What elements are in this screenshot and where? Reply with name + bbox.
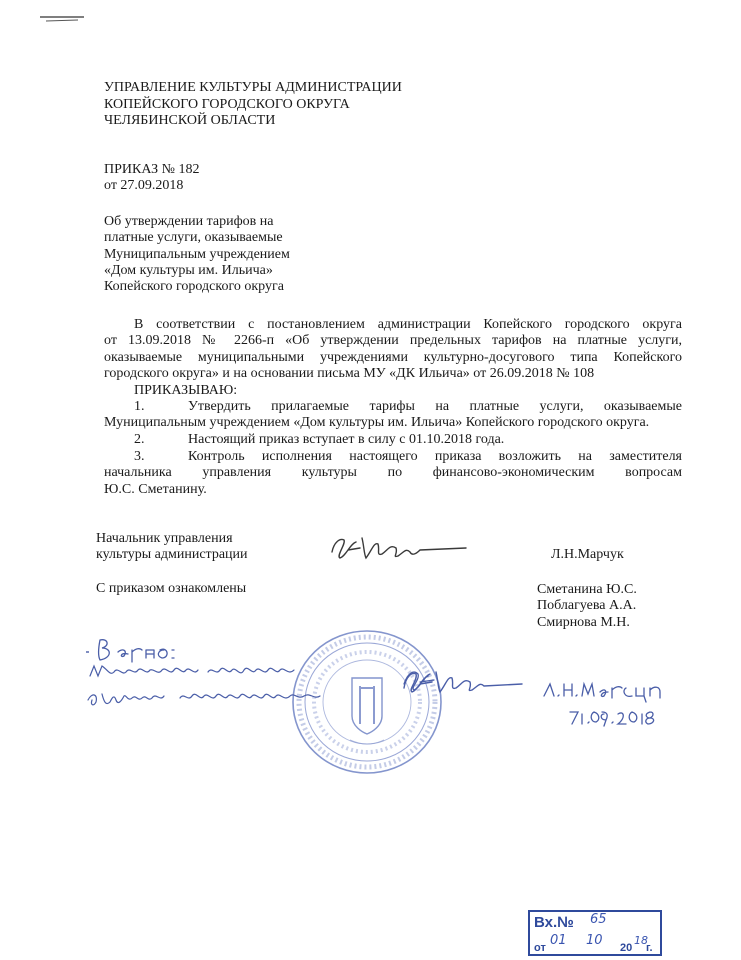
incoming-number: 65 [590, 912, 607, 927]
order-item-2 [104, 432, 682, 449]
preamble-line: городского округа» и на основании письма МУ «ДК Ильича» от 26.09.2018 № 108 [104, 365, 595, 381]
order-subject [104, 214, 290, 295]
subject-line: Об утверждении тарифов на [104, 214, 274, 229]
acquainted-name: Смирнова М.Н. [537, 614, 630, 630]
subject-line: «Дом культуры им. Ильича» [104, 262, 273, 278]
subject-line: Муниципальным учреждением [104, 246, 290, 262]
incoming-day: 01 [550, 933, 567, 948]
handwritten-certification [84, 636, 444, 726]
item-line: Муниципальным учреждением «Дом культуры им. Ильича» Копейского городского округа. [104, 415, 650, 431]
incoming-year-prefix: 20 [620, 942, 633, 954]
preamble-paragraph [104, 317, 682, 382]
incoming-from-label: от [534, 942, 546, 954]
incoming-registration-stamp [528, 910, 662, 956]
order-number: ПРИКАЗ № 182 [104, 162, 200, 177]
org-line: КОПЕЙСКОГО ГОРОДСКОГО ОКРУГА [104, 96, 350, 112]
acquainted-names [537, 582, 637, 631]
order-item-3 [104, 449, 682, 499]
org-line: ЧЕЛЯБИНСКОЙ ОБЛАСТИ [104, 113, 276, 128]
incoming-year-suffix: 18 [634, 934, 648, 947]
handwritten-signature-2 [398, 662, 526, 706]
item-line: Контроль исполнения настоящего приказа возложить на заместителя [188, 449, 682, 464]
signatory-title-line: Начальник управления [96, 531, 233, 546]
incoming-number-label: Вх.№ [534, 914, 574, 931]
signatory-title [96, 531, 248, 564]
subject-line: Копейского городского округа [104, 279, 284, 295]
subject-line: платные услуги, оказываемые [104, 230, 283, 246]
item-line: начальника управления культуры по финансово-экономическим вопросам [104, 465, 682, 481]
item-line: Ю.С. Сметанину. [104, 481, 207, 497]
order-item-1 [104, 399, 682, 433]
item-line: Утвердить прилагаемые тарифы на платные услуги, оказываемые [188, 399, 682, 414]
org-line: УПРАВЛЕНИЕ КУЛЬТУРЫ АДМИНИСТРАЦИИ [104, 80, 402, 95]
handwritten-name-and-date [540, 676, 670, 730]
organization-header [104, 80, 402, 130]
item-line: Настоящий приказ вступает в силу с 01.10.2018 года. [188, 432, 505, 447]
item-number: 2. [134, 432, 145, 447]
preamble-line: В соответствии с постановлением администрации Копейского городского округа [134, 317, 682, 332]
item-number: 3. [134, 449, 145, 464]
signatory-title-line: культуры администрации [96, 547, 248, 563]
preamble-line: оказываемые муниципальными учреждениями культурно-досугового типа Копейского [104, 349, 682, 365]
corner-mark [38, 14, 86, 24]
acquainted-label: С приказом ознакомлены [96, 581, 247, 596]
incoming-year-end: г. [646, 942, 653, 954]
preamble-line: от 13.09.2018 № 2266-п «Об утверждении предельных тарифов на платные услуги, [104, 333, 682, 349]
acquainted-name: Сметанина Ю.С. [537, 582, 637, 597]
order-header [104, 162, 199, 195]
incoming-month: 10 [586, 933, 603, 948]
handwritten-signature [326, 530, 474, 570]
order-date: от 27.09.2018 [104, 178, 184, 194]
order-word: ПРИКАЗЫВАЮ: [134, 383, 238, 398]
acquainted-name: Поблагуева А.А. [537, 598, 637, 614]
item-number: 1. [134, 399, 145, 414]
signatory-name: Л.Н.Марчук [551, 547, 624, 562]
